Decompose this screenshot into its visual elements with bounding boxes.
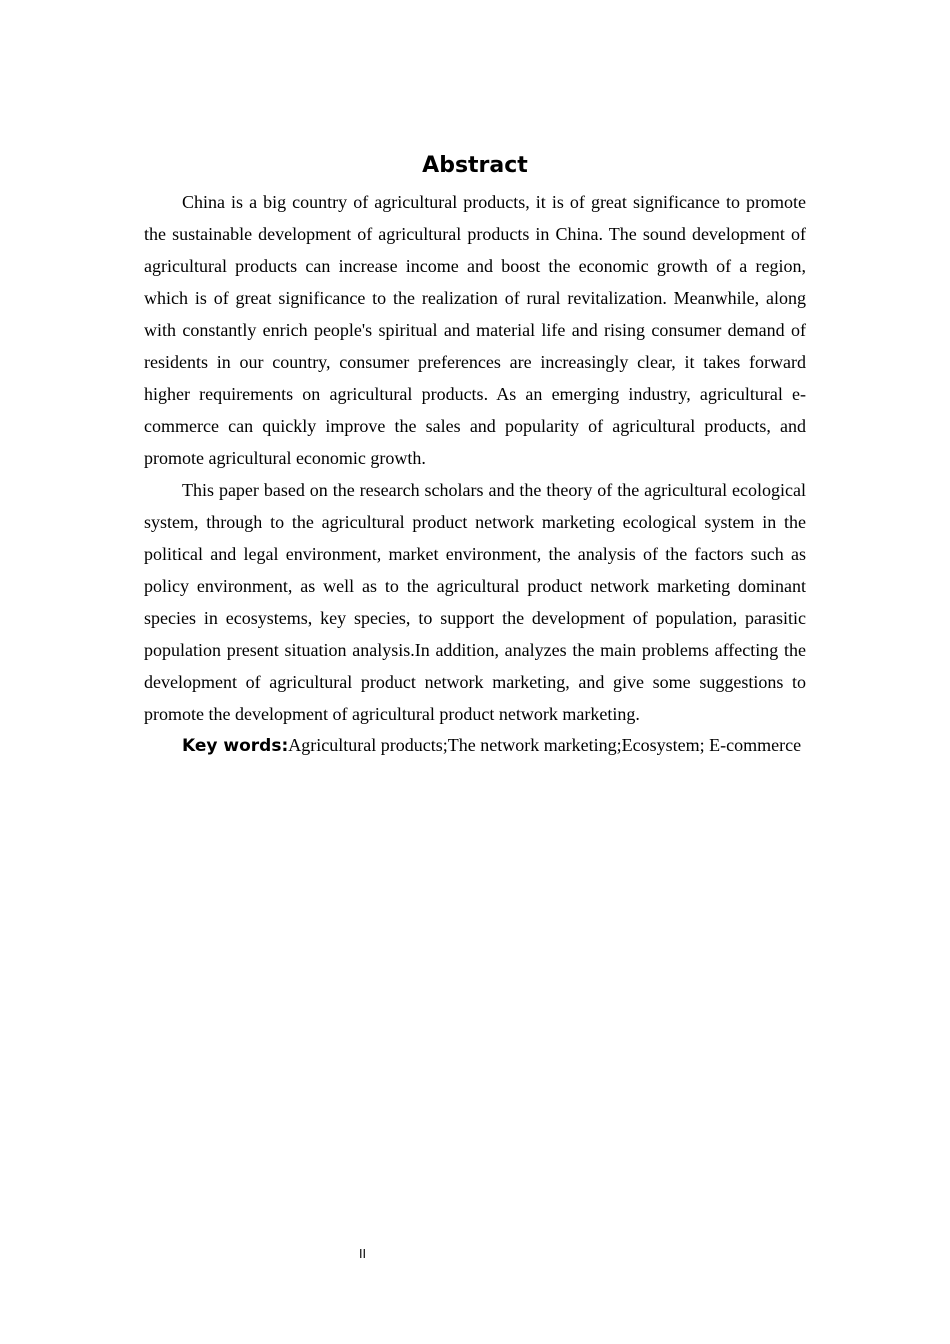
page-number: II: [359, 1247, 367, 1261]
keywords-text: Agricultural products;The network marketing;Ecosystem; E-commerce: [288, 735, 802, 755]
keywords-label: Key words:: [182, 736, 289, 756]
abstract-paragraph-2: This paper based on the research scholars and the theory of the agricultural ecological system, through to the agricultural product network marketing ecological system in the political and legal environment, market environment, the analysis of the factors such as policy environment, as well as to the agricultural product network marketing dominant species in ecosystems, key species, to support the development of population, parasitic population present situation analysis.In addition, analyzes the main problems affecting the development of agricultural product network marketing, and give some suggestions to promote the development of agricultural product network marketing.: [144, 480, 806, 724]
abstract-section: [144, 150, 806, 762]
abstract-title: Abstract: [422, 153, 528, 178]
keywords-line: [144, 730, 806, 762]
abstract-paragraph-1: China is a big country of agricultural products, it is of great significance to promote the sustainable development of agricultural products in China. The sound development of agricultural products can increase income and boost the economic growth of a region, which is of great significance to the realization of rural revitalization. Meanwhile, along with constantly enrich people's spiritual and material life and rising consumer demand of residents in our country, consumer preferences are increasingly clear, it takes forward higher requirements on agricultural products. As an emerging industry, agricultural e-commerce can quickly improve the sales and popularity of agricultural products, and promote agricultural economic growth.: [144, 192, 806, 468]
